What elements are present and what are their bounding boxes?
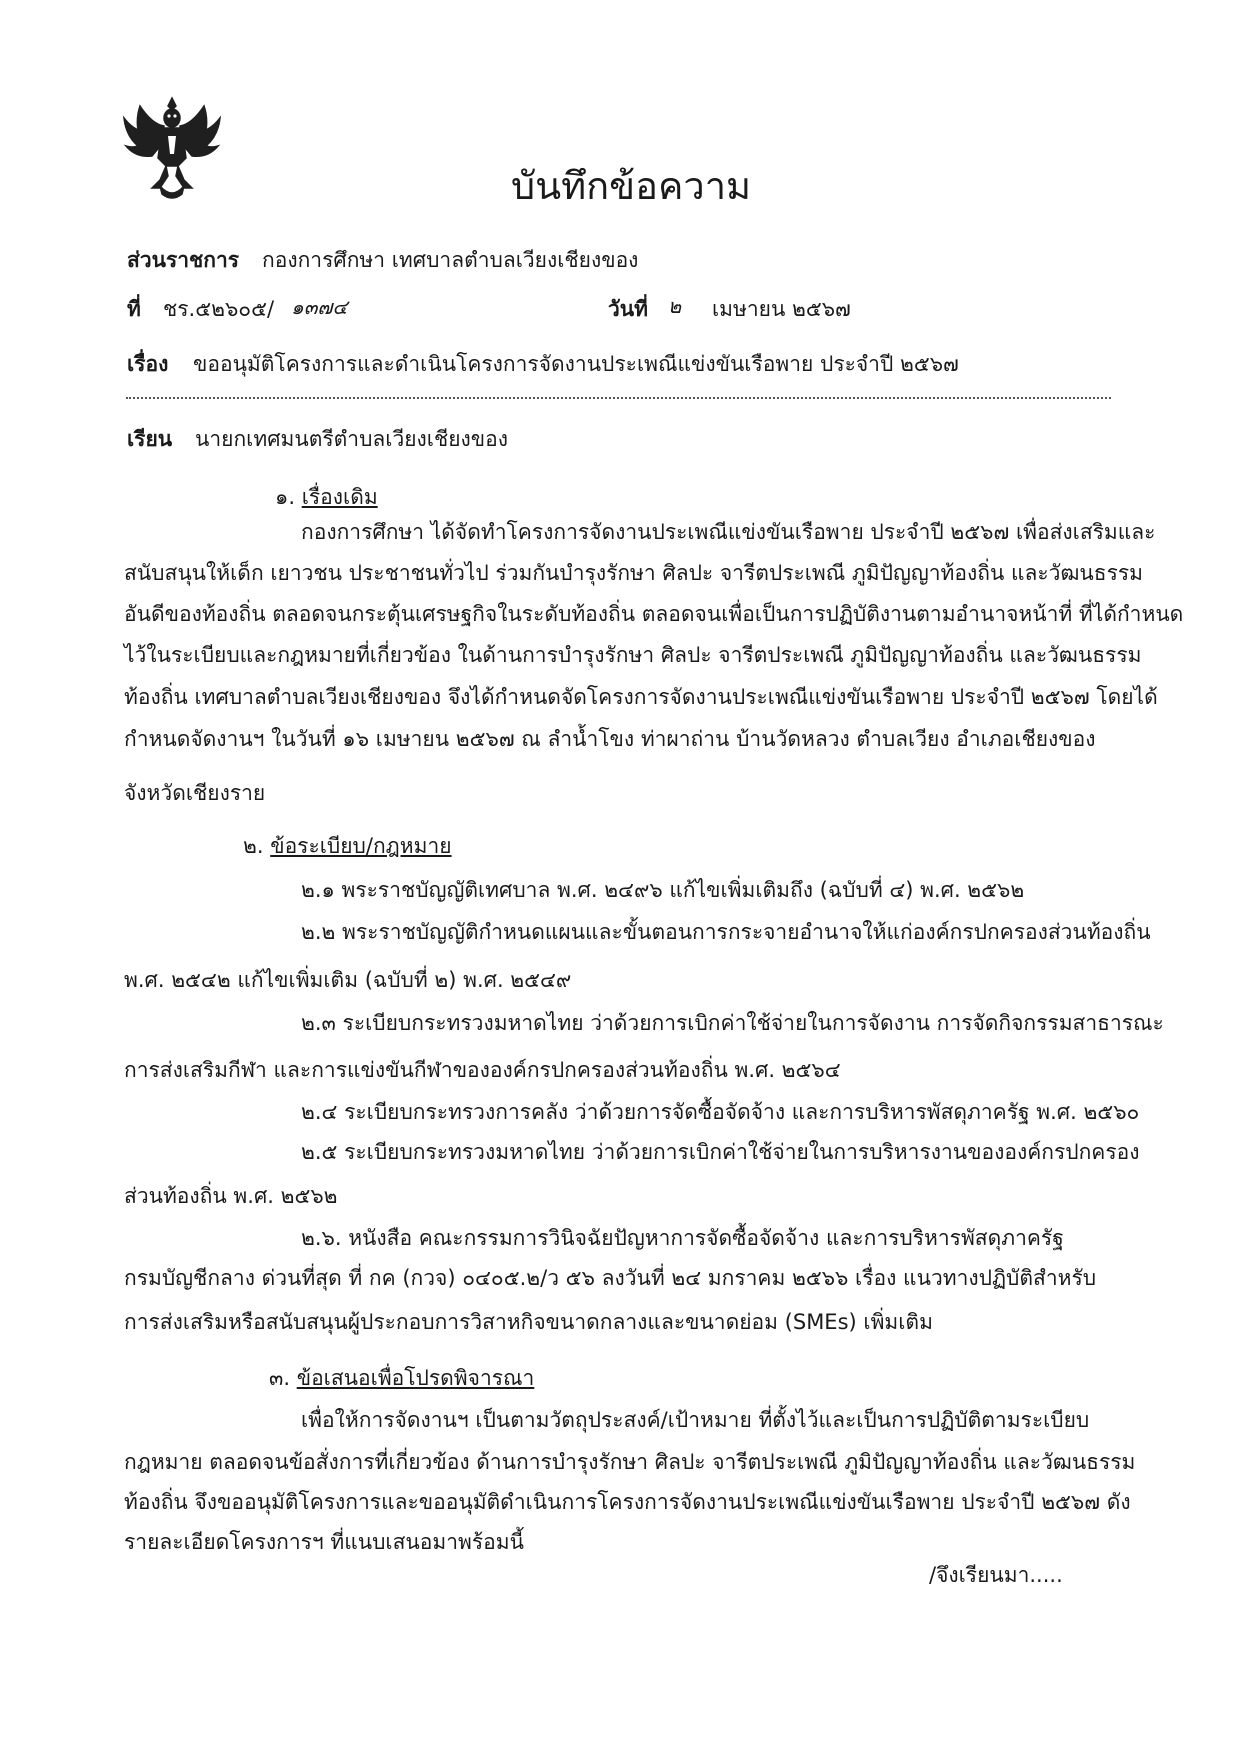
section-1-line: อันดีของท้องถิ่น ตลอดจนกระตุ้นเศรษฐกิจในระดับท้องถิ่น ตลอดจนเพื่อเป็นการปฏิบัติงานตามอำนาจหน้าที่ ที่ได้กำหนด	[124, 602, 1184, 626]
section-1-line: สนับสนุนให้เด็ก เยาวชน ประชาชนทั่วไป ร่วมกันบำรุงรักษา ศิลปะ จารีตประเพณี ภูมิปัญญาท้องถิ่น และวัฒนธรรม	[124, 561, 1144, 585]
document-title: บันทึกข้อความ	[511, 164, 752, 208]
section-3-title: ข้อเสนอเพื่อโปรดพิจารณา	[296, 1366, 535, 1390]
section-3-line: ท้องถิ่น จึงขออนุมัติโครงการและขออนุมัติดำเนินการโครงการจัดงานประเพณีแข่งขันเรือพาย ประจำปี ๒๕๖๗ ดัง	[124, 1490, 1131, 1514]
to-value: นายกเทศมนตรีตำบลเวียงเชียงของ	[195, 427, 509, 451]
section-3-line: รายละเอียดโครงการฯ ที่แนบเสนอมาพร้อมนี้	[124, 1530, 524, 1554]
section-2-title: ข้อระเบียบ/กฎหมาย	[270, 834, 452, 858]
section-1-line: ท้องถิ่น เทศบาลตำบลเวียงเชียงของ จึงได้กำหนดจัดโครงการจัดงานประเพณีแข่งขันเรือพาย ประจำปี ๒๕๖๗ โดยได้	[124, 685, 1158, 709]
section-2-line: ๒.๓ ระเบียบกระทรวงมหาดไทย ว่าด้วยการเบิกค่าใช้จ่ายในการจัดงาน การจัดกิจกรรมสาธารณะ	[301, 1011, 1164, 1035]
section-3-number: ๓.	[269, 1366, 291, 1390]
agency-label: ส่วนราชการ	[127, 248, 240, 272]
ref-label: ที่	[127, 297, 141, 321]
section-2-line: ๒.๕ ระเบียบกระทรวงมหาดไทย ว่าด้วยการเบิกค่าใช้จ่ายในการบริหารงานขององค์กรปกครอง	[301, 1140, 1140, 1164]
section-3-heading	[269, 1362, 534, 1395]
section-2-number: ๒.	[243, 834, 264, 858]
section-1-heading	[275, 481, 378, 514]
section-1-line: กองการศึกษา ได้จัดทำโครงการจัดงานประเพณีแข่งขันเรือพาย ประจำปี ๒๕๖๗ เพื่อส่งเสริมและ	[301, 520, 1156, 544]
section-2-line: ๒.๑ พระราชบัญญัติเทศบาล พ.ศ. ๒๔๙๖ แก้ไขเพิ่มเติมถึง (ฉบับที่ ๔) พ.ศ. ๒๕๖๒	[301, 878, 1025, 902]
section-2-line: กรมบัญชีกลาง ด่วนที่สุด ที่ กค (กวจ) ๐๔๐๕.๒/ว ๕๖ ลงวันที่ ๒๔ มกราคม ๒๕๖๖ เรื่อง แนวทางปฏิบัติสำหรับ	[124, 1266, 1097, 1290]
section-2-heading	[243, 830, 452, 863]
section-1-number: ๑.	[275, 485, 296, 509]
continued-marker: /จึงเรียนมา.....	[929, 1563, 1063, 1587]
section-1-title: เรื่องเดิม	[301, 485, 378, 509]
date-month-year: เมษายน ๒๕๖๗	[712, 297, 851, 321]
section-2-line: ส่วนท้องถิ่น พ.ศ. ๒๕๖๒	[124, 1184, 338, 1208]
to-label: เรียน	[127, 427, 173, 451]
subject-value: ขออนุมัติโครงการและดำเนินโครงการจัดงานประเพณีแข่งขันเรือพาย ประจำปี ๒๕๖๗	[193, 352, 959, 376]
section-1-line: ไว้ในระเบียบและกฎหมายที่เกี่ยวข้อง ในด้านการบำรุงรักษา ศิลปะ จารีตประเพณี ภูมิปัญญาท้องถิ่น และวัฒนธรรม	[124, 643, 1142, 667]
agency-value: กองการศึกษา เทศบาลตำบลเวียงเชียงของ	[262, 248, 639, 272]
section-3-line: เพื่อให้การจัดงานฯ เป็นตามวัตถุประสงค์/เป้าหมาย ที่ตั้งไว้และเป็นการปฏิบัติตามระเบียบ	[301, 1408, 1090, 1432]
section-3-line: กฎหมาย ตลอดจนข้อสั่งการที่เกี่ยวข้อง ด้านการบำรุงรักษา ศิลปะ จารีตประเพณี ภูมิปัญญาท้องถิ่น และวัฒนธรรม	[124, 1450, 1136, 1474]
section-2-line: การส่งเสริมกีฬา และการแข่งขันกีฬาขององค์กรปกครองส่วนท้องถิ่น พ.ศ. ๒๕๖๔	[124, 1058, 841, 1082]
garuda-emblem-icon	[122, 96, 222, 201]
section-2-line: ๒.๔ ระเบียบกระทรวงการคลัง ว่าด้วยการจัดซื้อจัดจ้าง และการบริหารพัสดุภาครัฐ พ.ศ. ๒๕๖๐	[301, 1100, 1140, 1124]
subject-label: เรื่อง	[127, 352, 169, 376]
ref-number: ชร.๕๒๖๐๕/	[163, 297, 275, 321]
date-label: วันที่	[608, 297, 648, 321]
date-day: ๒	[668, 294, 682, 318]
section-1-line: จังหวัดเชียงราย	[124, 781, 266, 805]
section-1-line: กำหนดจัดงานฯ ในวันที่ ๑๖ เมษายน ๒๕๖๗ ณ ลำน้ำโขง ท่าผาถ่าน บ้านวัดหลวง ตำบลเวียง อำเภอเชียงของ	[124, 727, 1096, 751]
section-2-line: การส่งเสริมหรือสนับสนุนผู้ประกอบการวิสาหกิจขนาดกลางและขนาดย่อม (SMEs) เพิ่มเติม	[124, 1310, 933, 1334]
section-2-line: ๒.๖. หนังสือ คณะกรรมการวินิจฉัยปัญหาการจัดซื้อจัดจ้าง และการบริหารพัสดุภาครัฐ	[301, 1226, 1064, 1250]
section-2-line: พ.ศ. ๒๕๔๒ แก้ไขเพิ่มเติม (ฉบับที่ ๒) พ.ศ. ๒๕๔๙	[124, 968, 572, 992]
header-separator	[126, 397, 1111, 399]
ref-handwritten-number: ๑๓๗๔	[291, 295, 348, 319]
section-2-line: ๒.๒ พระราชบัญญัติกำหนดแผนและขั้นตอนการกระจายอำนาจให้แก่องค์กรปกครองส่วนท้องถิ่น	[301, 920, 1151, 944]
